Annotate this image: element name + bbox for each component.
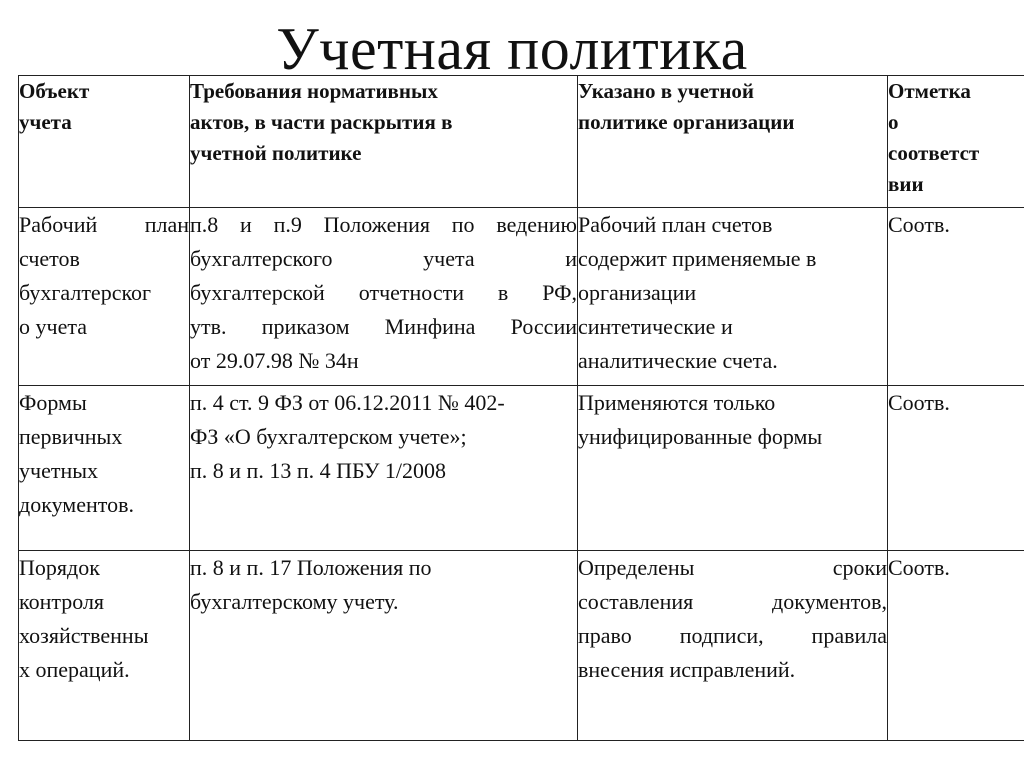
cell-object (19, 551, 190, 741)
cell-stated (578, 386, 888, 551)
table-row (19, 551, 1024, 741)
cell-requirements (190, 386, 578, 551)
cell-mark (888, 386, 1024, 551)
cell-line: Формы (19, 390, 87, 415)
cell-line: контроля (19, 589, 105, 614)
table-row (19, 208, 1024, 386)
status-text: Соотв. (888, 390, 950, 415)
cell-line: х операций. (19, 657, 130, 682)
policy-table (18, 75, 1024, 741)
header-line: Отметка (888, 79, 971, 103)
cell-line: внесения исправлений. (578, 657, 796, 682)
header-line: Указано в учетной (578, 79, 755, 103)
cell-requirements (190, 208, 578, 386)
header-line: вии (888, 172, 924, 196)
cell-stated (578, 208, 888, 386)
cell-line: п. 8 и п. 13 п. 4 ПБУ 1/2008 (190, 458, 447, 483)
cell-line: счетов (19, 246, 80, 271)
cell-line: бухгалтерского учета и (190, 246, 577, 271)
cell-line: Рабочий план счетов (578, 212, 773, 237)
cell-line: п. 4 ст. 9 ФЗ от 06.12.2011 № 402- (190, 390, 505, 415)
cell-stated (578, 551, 888, 741)
header-line: соответст (888, 141, 980, 165)
cell-line: Порядок (19, 555, 100, 580)
header-line: актов, в части раскрытия в (190, 110, 453, 134)
cell-mark (888, 551, 1024, 741)
header-line: Объект (19, 79, 90, 103)
cell-line: синтетические и (578, 314, 733, 339)
cell-line: организации (578, 280, 697, 305)
cell-object (19, 386, 190, 551)
header-mark (888, 76, 1024, 208)
cell-line: от 29.07.98 № 34н (190, 348, 359, 373)
cell-line: утв. приказом Минфина России (190, 314, 577, 339)
cell-line: ФЗ «О бухгалтерском учете»; (190, 424, 467, 449)
header-line: политике организации (578, 110, 795, 134)
cell-line: бухгалтерског (19, 280, 152, 305)
cell-requirements (190, 551, 578, 741)
header-requirements (190, 76, 578, 208)
cell-line: аналитические счета. (578, 348, 778, 373)
cell-line: п. 8 и п. 17 Положения по (190, 555, 432, 580)
page-title: Учетная политика (276, 16, 748, 82)
cell-line: учетных (19, 458, 98, 483)
header-row (19, 76, 1024, 208)
cell-line: о учета (19, 314, 87, 339)
header-line: о (888, 110, 899, 134)
header-line: учета (19, 110, 72, 134)
header-line: Требования нормативных (190, 79, 438, 103)
cell-line: хозяйственны (19, 623, 149, 648)
header-stated (578, 76, 888, 208)
status-text: Соотв. (888, 555, 950, 580)
cell-mark (888, 208, 1024, 386)
cell-line: документов. (19, 492, 134, 517)
cell-line: бухгалтерскому учету. (190, 589, 399, 614)
cell-line: Определены сроки (578, 555, 887, 580)
cell-line: бухгалтерской отчетности в РФ, (190, 280, 577, 305)
status-text: Соотв. (888, 212, 950, 237)
cell-line: содержит применяемые в (578, 246, 817, 271)
cell-line: п.8 и п.9 Положения по ведению (190, 212, 577, 237)
cell-line: первичных (19, 424, 123, 449)
header-line: учетной политике (190, 141, 362, 165)
cell-line: Применяются только (578, 390, 776, 415)
cell-object (19, 208, 190, 386)
cell-line: унифицированные формы (578, 424, 823, 449)
cell-line: составления документов, (578, 589, 887, 614)
cell-line: право подписи, правила (578, 623, 887, 648)
table-row (19, 386, 1024, 551)
cell-line: Рабочий план (19, 212, 189, 237)
header-object (19, 76, 190, 208)
